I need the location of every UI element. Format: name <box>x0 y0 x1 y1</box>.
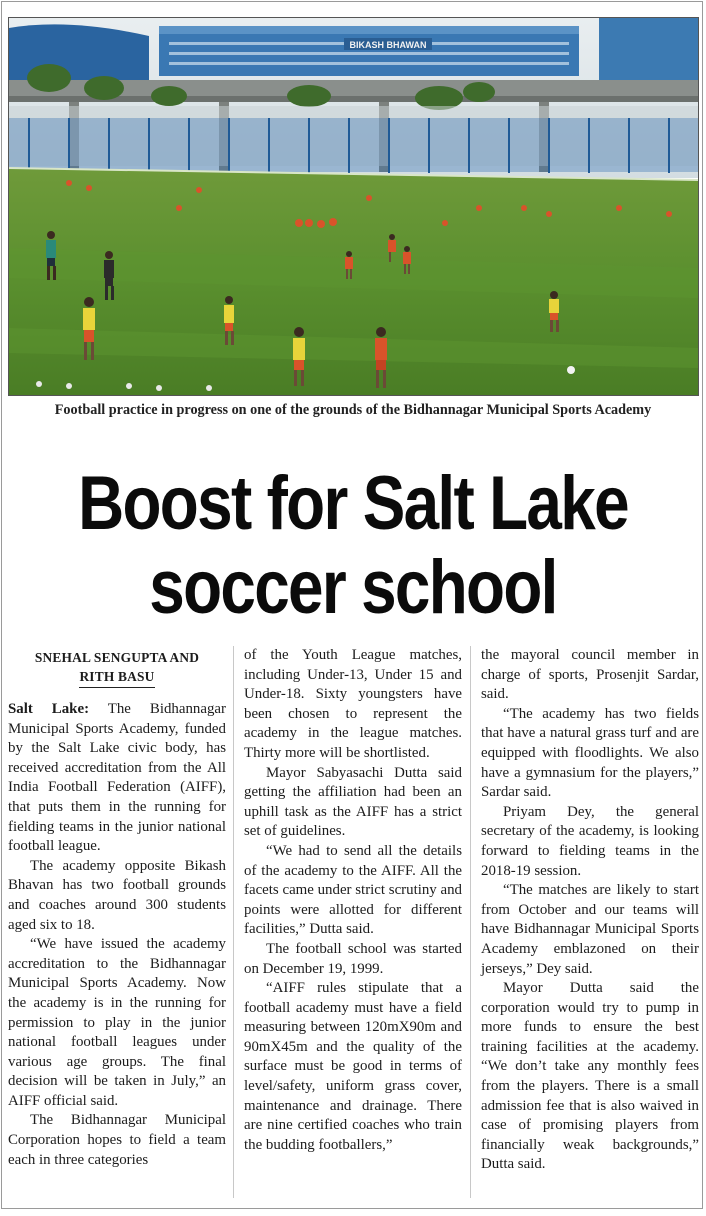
headline-line-2: soccer school <box>149 545 557 630</box>
byline-line-2: RITH BASU <box>79 667 154 688</box>
football-practice-photo-icon <box>8 17 699 396</box>
article-column-1 <box>8 646 226 1170</box>
article-paragraph: “We have issued the academy accreditation to the Bidhannagar Municipal Sports Academy. Now the academy is in the running for permission to play in the junior national football leagues under various age groups. The final decision will be taken in July,” an AIFF official said. <box>8 936 226 1109</box>
byline <box>8 648 226 688</box>
article-column-2 <box>244 646 462 1155</box>
article-paragraph: Mayor Dutta said the corporation would try to pump in more funds to ensure the best training facilities at the academy. “We don’t take any monthly fees from the players. There is a small admission fee that is also waived in case of promising players from financially weak backgrounds,” Dutta said. <box>481 980 699 1173</box>
article-paragraph: The football school was started on December 19, 1999. <box>244 940 462 977</box>
article-paragraph: “AIFF rules stipulate that a football academy must have a field measuring between 120mX90m and 90mX45m and the quality of the surface must be good in terms of level/safety, uniform grass cover, maintenance and drainage. There are nine certified coaches who train the budding footballers,” <box>244 980 462 1153</box>
article-paragraph: The academy opposite Bikash Bhavan has two football grounds and coaches around 300 students aged six to 18. <box>8 857 226 933</box>
article-paragraph: Priyam Dey, the general secretary of the academy, is looking forward to fielding teams in the 2018-19 session. <box>481 803 699 879</box>
building-sign: BIKASH BHAWAN <box>349 40 427 50</box>
article-paragraph: the mayoral council member in charge of sports, Prosenjit Sardar, said. <box>481 647 699 703</box>
article-paragraph: of the Youth League matches, including Under-13, Under 15 and Under-18. Sixty youngsters have been chosen to represent the academy in the league matches. Thirty more will be shortlisted. <box>244 647 462 761</box>
column-divider <box>233 646 234 1198</box>
column-divider <box>470 646 471 1198</box>
article-paragraph: “The matches are likely to start from October and our teams will have Bidhannagar Municipal Sports Academy emblazoned on their jerseys,” Dey said. <box>481 882 699 977</box>
byline-line-1: SNEHAL SENGUPTA AND <box>34 650 200 665</box>
article-paragraph: “We had to send all the details of the academy to the AIFF. All the facets came under strict scrutiny and points were allotted for different facilities,” Dutta said. <box>244 842 462 938</box>
article-paragraph: “The academy has two fields that have a natural grass turf and are equipped with floodlights. We also have a gymnasium for the players,” Sardar said. <box>481 705 699 801</box>
article-paragraph: Salt Lake: The Bidhannagar Municipal Sports Academy, funded by the Salt Lake civic body, has received accreditation from the All India Football Federation (AIFF), that puts them in the running for fielding teams in the junior national football league. <box>8 701 226 855</box>
article-paragraph: The Bidhannagar Municipal Corporation hopes to field a team each in three categories <box>8 1112 226 1168</box>
article-column-3 <box>481 646 699 1175</box>
dateline: Salt Lake: <box>8 701 90 717</box>
headline <box>56 462 649 630</box>
article-paragraph: Mayor Sabyasachi Dutta said getting the affiliation had been an uphill task as the AIFF has a strict set of guidelines. <box>244 764 462 840</box>
photo-caption: Football practice in progress on one of the grounds of the Bidhannagar Municipal Sports Academy <box>54 402 652 418</box>
headline-line-1: Boost for Salt Lake <box>78 461 628 546</box>
